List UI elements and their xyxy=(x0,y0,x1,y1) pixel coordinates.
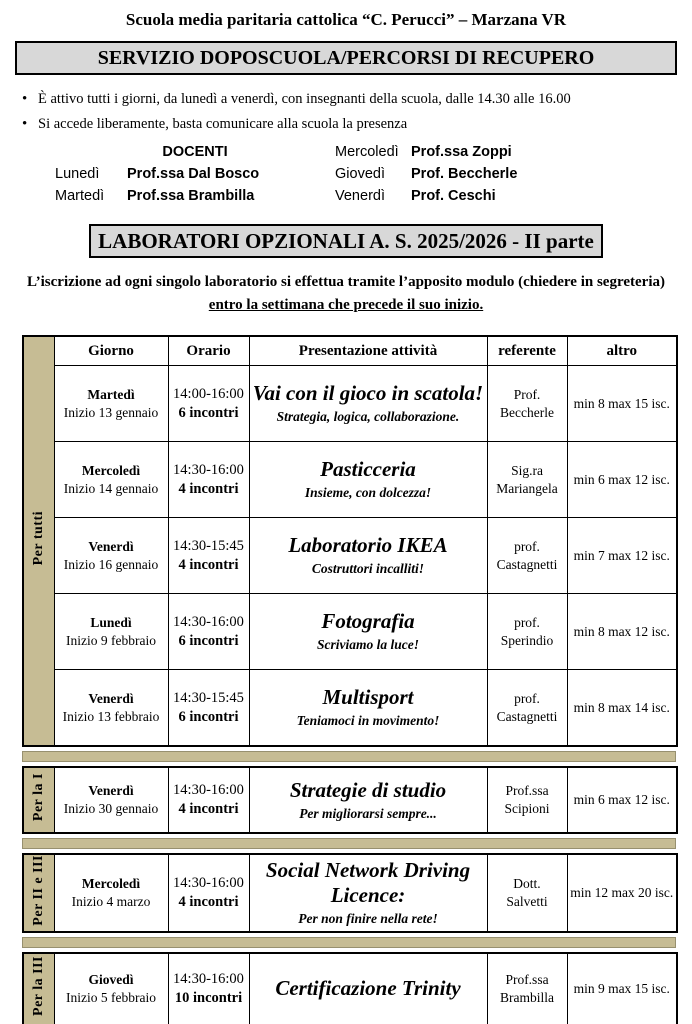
lab-start-date: Inizio 16 gennaio xyxy=(63,556,159,572)
lab-title: Strategie di studio xyxy=(289,777,447,802)
lab-meetings: 4 incontri xyxy=(178,556,239,573)
lab-day: Lunedì xyxy=(90,614,132,630)
lab-capacity: min 8 max 14 isc. xyxy=(567,670,677,747)
section-separator-band xyxy=(22,751,676,762)
bullet-item: • Si accede liberamente, basta comunicare alla scuola la presenza xyxy=(22,115,692,133)
lab-day: Venerdì xyxy=(88,538,134,554)
docenti-name: Prof. Beccherle xyxy=(411,166,518,182)
schedule-table-per-la-iii xyxy=(22,952,678,1024)
lab-referente: Castagnetti xyxy=(496,708,558,724)
lab-row-fotografia xyxy=(23,594,677,670)
section-separator-band xyxy=(22,937,676,948)
lab-meetings: 6 incontri xyxy=(178,708,239,725)
lab-row-social-network xyxy=(23,854,677,932)
lab-capacity: min 6 max 12 isc. xyxy=(567,767,677,833)
lab-referente: Prof.ssa xyxy=(505,971,549,987)
lab-start-date: Inizio 30 gennaio xyxy=(63,801,159,816)
col-header-altro: altro xyxy=(567,336,677,366)
lab-referente: Dott. xyxy=(513,875,541,891)
section-label-per-tutti xyxy=(23,336,54,746)
lab-referente: prof. xyxy=(514,614,540,630)
lab-referente: Brambilla xyxy=(500,989,554,1005)
schedule-table-per-tutti xyxy=(22,335,678,747)
lab-referente: Prof.ssa xyxy=(505,783,549,798)
lab-referente: Mariangela xyxy=(496,480,558,496)
section-label-text: Per II e III xyxy=(30,855,46,926)
lab-title: Social Network Driving Licence: xyxy=(265,857,471,907)
schedule-table-per-la-i xyxy=(22,766,678,834)
col-header-giorno: Giorno xyxy=(54,336,168,366)
docenti-day: Lunedì xyxy=(55,166,100,182)
docenti-day: Mercoledì xyxy=(335,144,399,160)
laboratori-banner: LABORATORI OPZIONALI A. S. 2025/2026 - II parte xyxy=(89,224,603,258)
lab-title: Pasticceria xyxy=(320,457,416,481)
lab-start-date: Inizio 9 febbraio xyxy=(66,632,156,648)
lab-row-multisport xyxy=(23,670,677,747)
lab-day: Mercoledì xyxy=(81,462,141,478)
docenti-name: Prof. Ceschi xyxy=(411,188,496,204)
lab-day: Venerdì xyxy=(88,783,134,798)
lab-meetings: 4 incontri xyxy=(178,480,239,497)
section-label-text: Per la III xyxy=(30,956,46,1017)
lab-referente: prof. xyxy=(514,538,540,554)
lab-row-ikea xyxy=(23,518,677,594)
lab-time: 14:30-16:00 xyxy=(173,970,244,987)
section-separator-band xyxy=(22,838,676,849)
lab-row-certificazione-trinity xyxy=(23,953,677,1024)
lab-subtitle: Per migliorarsi sempre... xyxy=(299,805,437,821)
lab-time: 14:30-15:45 xyxy=(173,689,244,706)
lab-title: Fotografia xyxy=(321,609,415,633)
lab-referente: prof. xyxy=(514,690,540,706)
schedule-table-per-ii-e-iii xyxy=(22,853,678,933)
lab-capacity: min 8 max 12 isc. xyxy=(567,594,677,670)
service-banner: SERVIZIO DOPOSCUOLA/PERCORSI DI RECUPERO xyxy=(15,41,677,75)
page-title: Scuola media paritaria cattolica “C. Perucci” – Marzana VR xyxy=(125,10,567,29)
lab-capacity: min 6 max 12 isc. xyxy=(567,442,677,518)
lab-subtitle: Per non finire nella rete! xyxy=(298,910,438,926)
lab-row-pasticceria xyxy=(23,442,677,518)
lab-referente: Sig.ra xyxy=(511,462,543,478)
enrollment-note xyxy=(20,271,672,317)
lab-capacity: min 12 max 20 isc. xyxy=(567,854,677,932)
lab-day: Mercoledì xyxy=(81,875,141,891)
lab-meetings: 4 incontri xyxy=(178,893,239,910)
lab-time: 14:30-16:00 xyxy=(173,782,244,798)
lab-time: 14:30-16:00 xyxy=(173,874,244,891)
section-label-text: Per la I xyxy=(30,773,46,822)
lab-time: 14:30-15:45 xyxy=(173,537,244,554)
docenti-day: Giovedì xyxy=(335,166,385,182)
lab-time: 14:30-16:00 xyxy=(173,461,244,478)
lab-referente: Salvetti xyxy=(506,893,548,909)
col-header-orario: Orario xyxy=(168,336,249,366)
lab-capacity: min 8 max 15 isc. xyxy=(567,366,677,442)
lab-start-date: Inizio 14 gennaio xyxy=(63,480,159,496)
section-label-per-ii-e-iii xyxy=(23,854,54,932)
docenti-block xyxy=(55,141,655,207)
lab-referente: Beccherle xyxy=(500,404,554,420)
lab-referente: Sperindio xyxy=(500,632,554,648)
lab-start-date: Inizio 5 febbraio xyxy=(66,989,156,1005)
lab-subtitle: Insieme, con dolcezza! xyxy=(304,485,432,500)
note-line-2: entro la settimana che precede il suo inizio. xyxy=(208,297,484,313)
lab-meetings: 4 incontri xyxy=(178,801,239,817)
section-label-per-la-i xyxy=(23,767,54,833)
lab-title: Laboratorio IKEA xyxy=(288,533,448,557)
lab-time: 14:30-16:00 xyxy=(173,613,244,630)
lab-meetings: 6 incontri xyxy=(178,632,239,649)
lab-referente: Scipioni xyxy=(504,801,550,816)
lab-title: Certificazione Trinity xyxy=(275,976,461,1001)
lab-start-date: Inizio 4 marzo xyxy=(71,893,151,909)
lab-meetings: 10 incontri xyxy=(174,989,243,1006)
lab-title: Multisport xyxy=(322,685,414,709)
lab-capacity: min 7 max 12 isc. xyxy=(567,518,677,594)
lab-referente: Prof. xyxy=(513,386,541,402)
docenti-day: Venerdì xyxy=(335,188,385,204)
lab-subtitle: Strategia, logica, collaborazione. xyxy=(276,409,460,424)
intro-bullet-list xyxy=(22,90,692,133)
lab-day: Venerdì xyxy=(88,690,134,706)
section-label-text: Per tutti xyxy=(30,511,46,566)
bullet-item: • È attivo tutti i giorni, da lunedì a venerdì, con insegnanti della scuola, dalle 14.30 alle 16.00 xyxy=(22,90,692,108)
lab-row-strategie-di-studio xyxy=(23,767,677,833)
lab-subtitle: Teniamoci in movimento! xyxy=(296,713,440,728)
lab-referente: Castagnetti xyxy=(496,556,558,572)
lab-meetings: 6 incontri xyxy=(178,404,239,421)
docenti-name: Prof.ssa Brambilla xyxy=(127,188,255,204)
lab-banner-wrap xyxy=(0,224,692,258)
lab-start-date: Inizio 13 febbraio xyxy=(62,708,160,724)
lab-subtitle: Scriviamo la luce! xyxy=(317,637,419,652)
docenti-day: Martedì xyxy=(55,188,105,204)
lab-subtitle: Costruttori incalliti! xyxy=(311,561,425,576)
lab-title: Vai con il gioco in scatola! xyxy=(252,381,484,405)
lab-capacity: min 9 max 15 isc. xyxy=(567,953,677,1024)
docenti-name: Prof.ssa Dal Bosco xyxy=(127,166,260,182)
lab-time: 14:00-16:00 xyxy=(173,385,244,402)
lab-day: Giovedì xyxy=(88,971,134,987)
col-header-attivita: Presentazione attività xyxy=(249,336,487,366)
docenti-name: Prof.ssa Zoppi xyxy=(411,144,512,160)
col-header-referente: referente xyxy=(487,336,567,366)
lab-row-gioco-in-scatola xyxy=(23,366,677,442)
lab-start-date: Inizio 13 gennaio xyxy=(63,404,159,420)
lab-day: Martedì xyxy=(87,386,135,402)
note-line-1: L’iscrizione ad ogni singolo laboratorio si effettua tramite l’apposito modulo (chiedere in segreteria) xyxy=(27,274,665,290)
docenti-title: DOCENTI xyxy=(162,144,228,160)
section-label-per-la-iii xyxy=(23,953,54,1024)
